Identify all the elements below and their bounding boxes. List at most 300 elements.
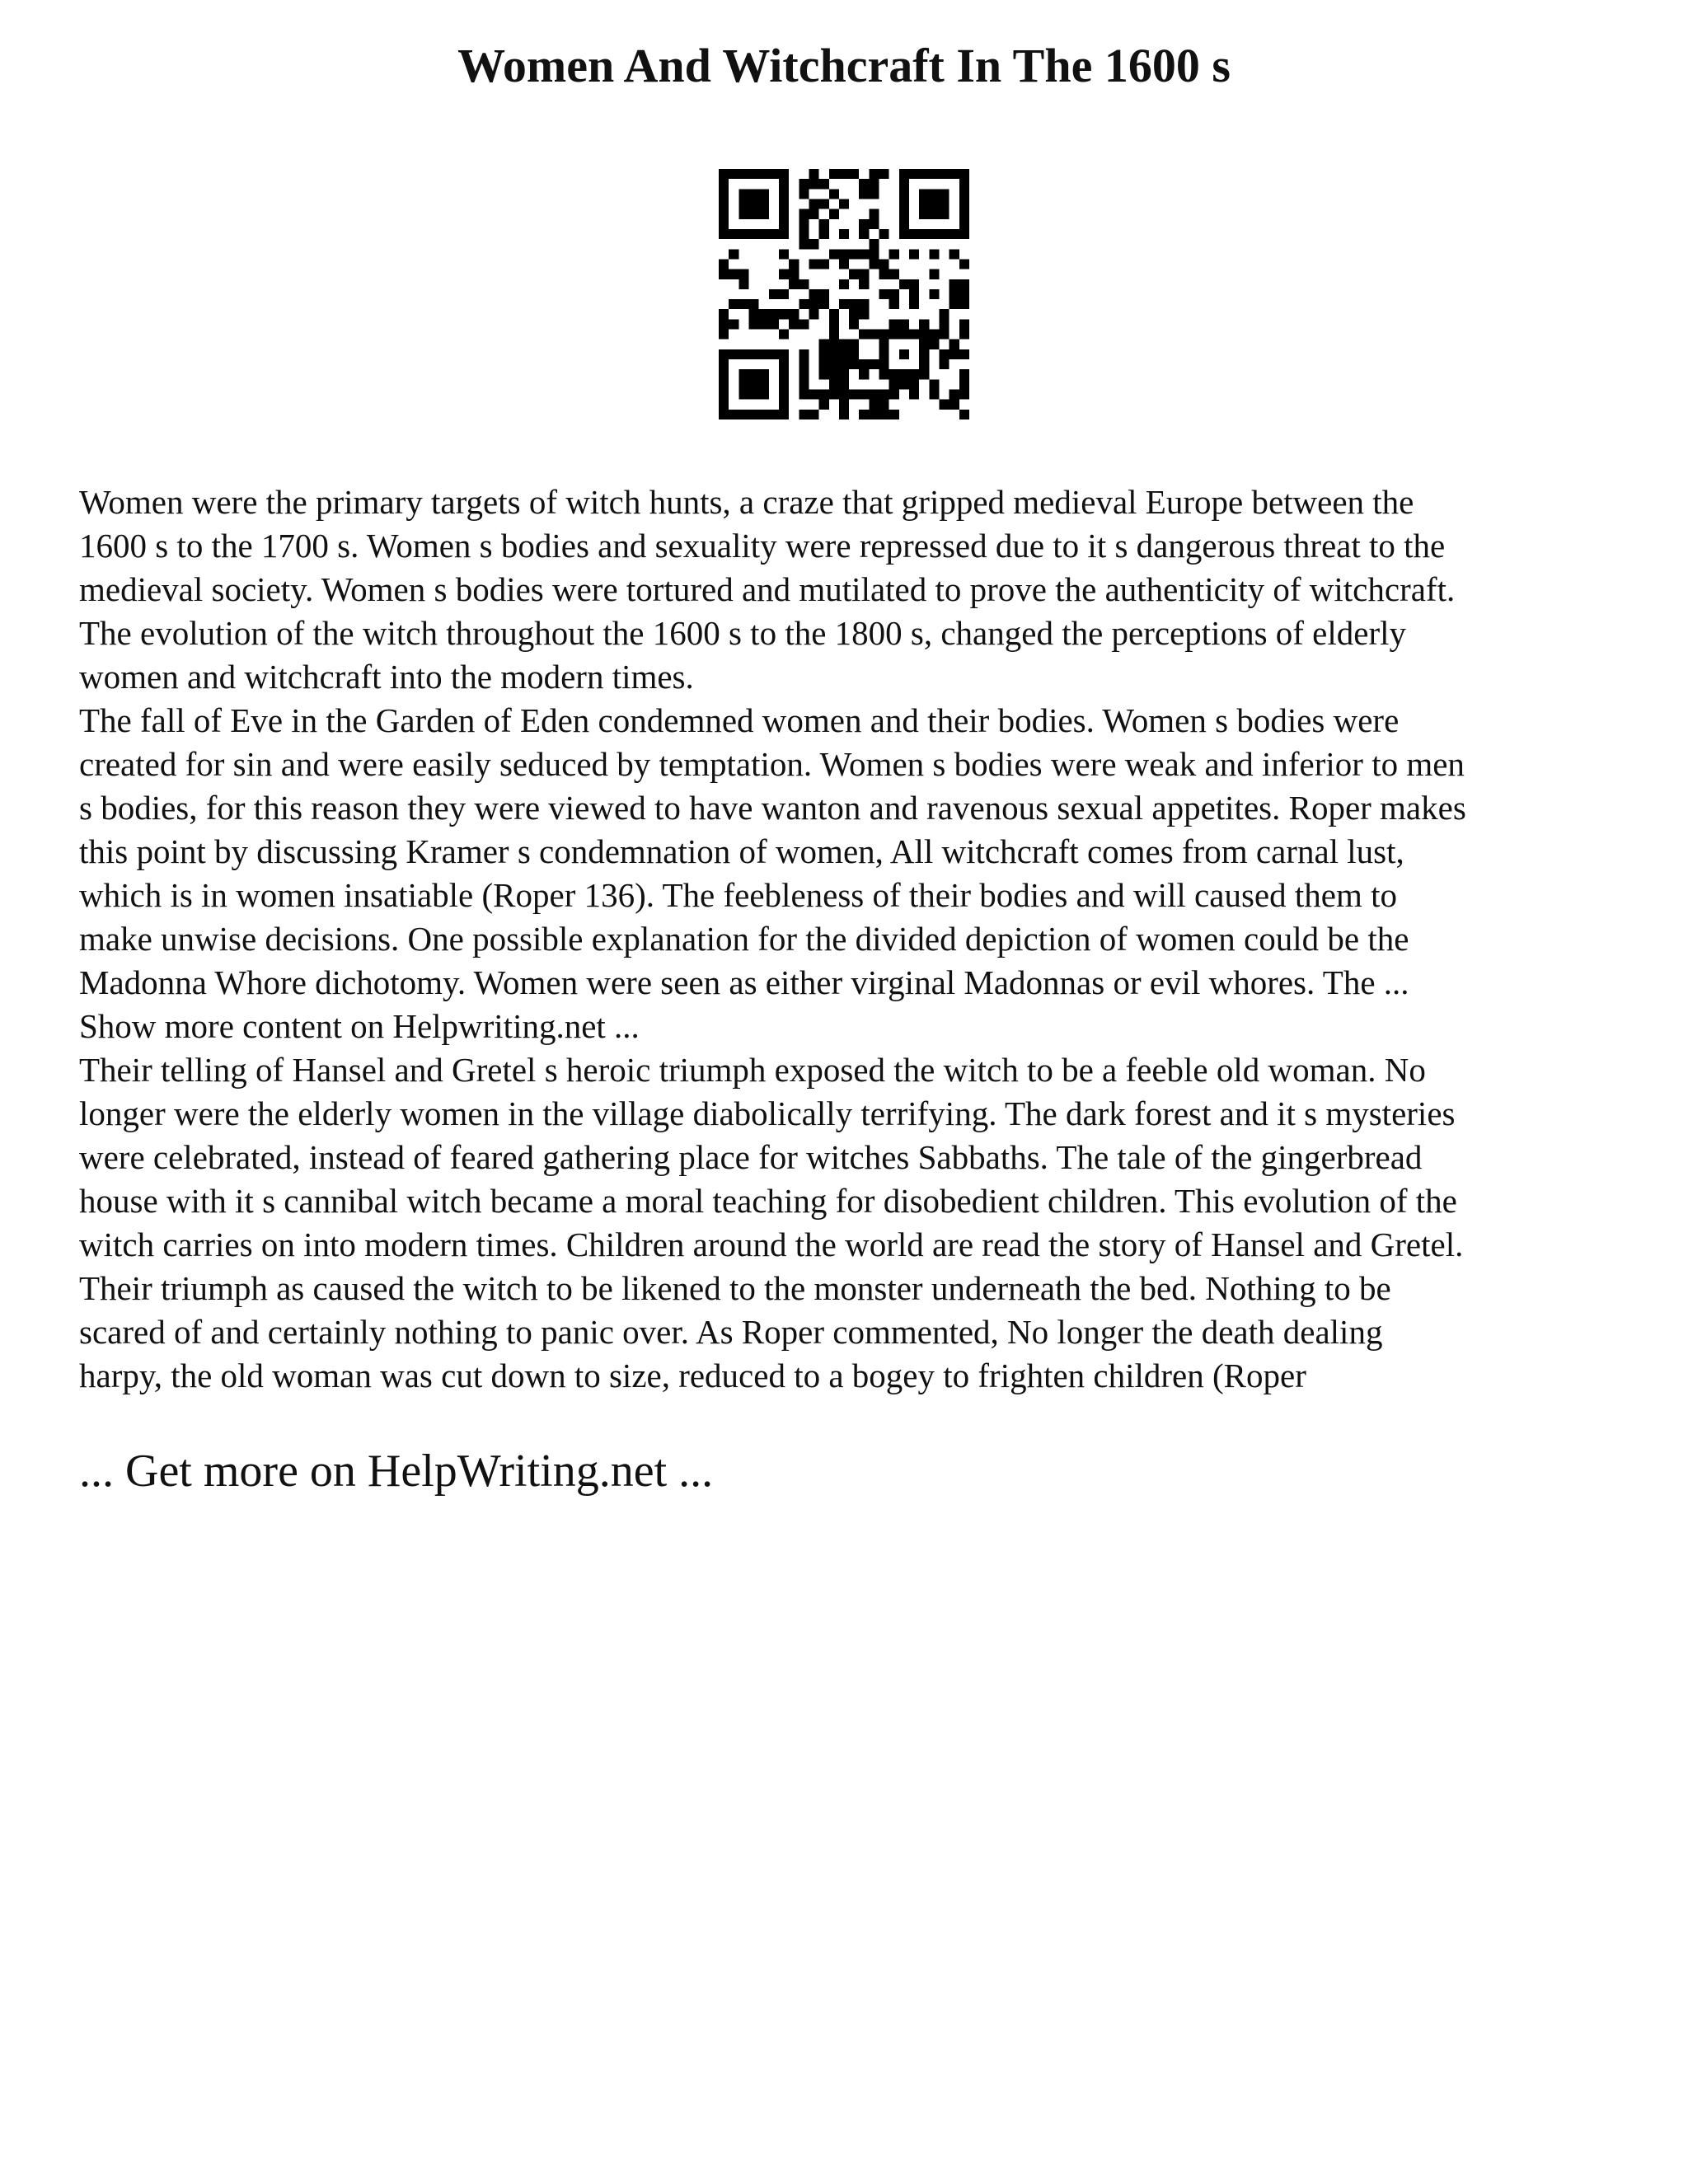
qr-module bbox=[869, 249, 879, 259]
qr-module bbox=[919, 229, 929, 239]
qr-module bbox=[959, 189, 969, 199]
qr-module bbox=[859, 390, 869, 400]
article-body bbox=[79, 480, 1629, 1398]
qr-module bbox=[829, 390, 839, 400]
qr-module bbox=[779, 369, 789, 379]
qr-module bbox=[719, 369, 729, 379]
qr-module bbox=[849, 349, 859, 359]
qr-module bbox=[899, 349, 909, 359]
qr-module bbox=[719, 199, 729, 209]
qr-module bbox=[829, 340, 839, 349]
qr-module bbox=[869, 330, 879, 340]
qr-module bbox=[729, 319, 738, 329]
qr-module bbox=[919, 189, 929, 199]
qr-module bbox=[909, 279, 919, 289]
qr-module bbox=[959, 199, 969, 209]
qr-module bbox=[759, 199, 769, 209]
qr-module bbox=[909, 330, 919, 340]
qr-module bbox=[779, 199, 789, 209]
qr-module bbox=[829, 189, 839, 199]
qr-module bbox=[829, 379, 839, 389]
qr-module bbox=[779, 219, 789, 229]
qr-module bbox=[729, 299, 738, 309]
qr-module bbox=[950, 249, 959, 259]
qr-module bbox=[839, 369, 849, 379]
qr-module bbox=[929, 249, 939, 259]
qr-module bbox=[899, 229, 909, 239]
qr-module bbox=[940, 169, 950, 179]
qr-module bbox=[779, 169, 789, 179]
qr-module bbox=[719, 309, 729, 319]
qr-module bbox=[869, 400, 879, 410]
qr-module bbox=[940, 349, 950, 359]
qr-module bbox=[819, 340, 829, 349]
qr-module bbox=[950, 390, 959, 400]
qr-module bbox=[719, 410, 729, 419]
qr-module bbox=[759, 319, 769, 329]
qr-module bbox=[839, 390, 849, 400]
qr-module bbox=[719, 179, 729, 189]
qr-module bbox=[919, 199, 929, 209]
qr-module bbox=[889, 249, 899, 259]
qr-module bbox=[719, 189, 729, 199]
qr-module bbox=[879, 289, 889, 299]
qr-module bbox=[899, 179, 909, 189]
qr-module bbox=[819, 359, 829, 369]
qr-module bbox=[738, 169, 748, 179]
qr-module bbox=[899, 169, 909, 179]
qr-module bbox=[799, 229, 809, 239]
qr-module bbox=[779, 189, 789, 199]
qr-module bbox=[859, 299, 869, 309]
qr-module bbox=[909, 249, 919, 259]
paragraph-1: Women were the primary targets of witch hunts, a craze that gripped medieval Europe between the 1600 s to the 1700 s. Women s bodies and sexuality were repressed due to it s dangerous threat to the medieval society. Women s bodies were tortured and mutilated to prove the authenticity of witchcraft. The evolution of the witch throughout the 1600 s to the 1800 s, changed the perceptions of elderly women and witchcraft into the modern times. bbox=[79, 483, 1456, 696]
qr-module bbox=[929, 169, 939, 179]
qr-module bbox=[719, 400, 729, 410]
qr-module bbox=[879, 340, 889, 349]
qr-module bbox=[869, 259, 879, 269]
qr-module bbox=[839, 199, 849, 209]
qr-module bbox=[839, 359, 849, 369]
qr-module bbox=[809, 289, 818, 299]
qr-module bbox=[779, 229, 789, 239]
qr-module bbox=[879, 259, 889, 269]
qr-code-icon bbox=[719, 169, 969, 419]
qr-module bbox=[729, 169, 738, 179]
qr-module bbox=[849, 390, 859, 400]
qr-module bbox=[919, 330, 929, 340]
qr-module bbox=[748, 199, 758, 209]
qr-module bbox=[940, 199, 950, 209]
qr-module bbox=[769, 319, 779, 329]
qr-module bbox=[959, 390, 969, 400]
qr-module bbox=[829, 169, 839, 179]
paragraph-2: The fall of Eve in the Garden of Eden condemned women and their bodies. Women s bodies were created for sin and were easily seduced by temptation. Women s bodies were weak and inferior to men s bodies, for this reason they were viewed to have wanton and ravenous sexual appetites. Roper makes this point by discussing Kramer s condemnation of women, All witchcraft comes from carnal lust, which is in women insatiable (Roper 136). The feebleness of their bodies and will caused them to make unwise decisions. One possible explanation for the divided depiction of women could be the Madonna Whore dichotomy. Women were seen as either virginal Madonnas or evil whores. The ... bbox=[79, 701, 1466, 1001]
qr-module bbox=[748, 169, 758, 179]
qr-module bbox=[940, 229, 950, 239]
qr-module bbox=[719, 269, 729, 279]
qr-module bbox=[779, 359, 789, 369]
qr-module bbox=[738, 390, 748, 400]
qr-module bbox=[748, 209, 758, 219]
qr-module bbox=[940, 330, 950, 340]
qr-module bbox=[959, 169, 969, 179]
qr-module bbox=[719, 209, 729, 219]
qr-module bbox=[919, 209, 929, 219]
qr-module bbox=[909, 229, 919, 239]
qr-module bbox=[859, 369, 869, 379]
qr-module bbox=[899, 369, 909, 379]
qr-module bbox=[829, 249, 839, 259]
qr-module bbox=[929, 379, 939, 389]
qr-module bbox=[799, 359, 809, 369]
qr-module bbox=[919, 340, 929, 349]
qr-module bbox=[748, 229, 758, 239]
qr-module bbox=[729, 410, 738, 419]
qr-module bbox=[869, 179, 879, 189]
qr-module bbox=[738, 189, 748, 199]
qr-module bbox=[809, 309, 818, 319]
qr-module bbox=[819, 289, 829, 299]
qr-module bbox=[839, 169, 849, 179]
qr-module bbox=[869, 239, 879, 249]
qr-module bbox=[839, 249, 849, 259]
qr-module bbox=[748, 189, 758, 199]
qr-module bbox=[839, 229, 849, 239]
qr-module bbox=[879, 390, 889, 400]
qr-module bbox=[959, 209, 969, 219]
qr-module bbox=[759, 410, 769, 419]
qr-module bbox=[959, 369, 969, 379]
qr-module bbox=[779, 390, 789, 400]
qr-module bbox=[789, 269, 799, 279]
qr-module bbox=[738, 209, 748, 219]
qr-module bbox=[738, 379, 748, 389]
qr-module bbox=[738, 369, 748, 379]
qr-module bbox=[738, 349, 748, 359]
qr-module bbox=[799, 369, 809, 379]
qr-module bbox=[950, 169, 959, 179]
qr-module bbox=[849, 340, 859, 349]
qr-module bbox=[759, 390, 769, 400]
qr-module bbox=[719, 219, 729, 229]
qr-module bbox=[779, 349, 789, 359]
qr-module bbox=[849, 269, 859, 279]
qr-module bbox=[839, 410, 849, 419]
qr-module bbox=[738, 299, 748, 309]
qr-module bbox=[879, 369, 889, 379]
qr-module bbox=[959, 289, 969, 299]
qr-module bbox=[959, 410, 969, 419]
qr-module bbox=[799, 279, 809, 289]
qr-module bbox=[748, 379, 758, 389]
qr-module bbox=[909, 390, 919, 400]
qr-module bbox=[859, 309, 869, 319]
qr-module bbox=[819, 349, 829, 359]
qr-module bbox=[779, 400, 789, 410]
qr-module bbox=[879, 169, 889, 179]
qr-module bbox=[869, 410, 879, 419]
qr-module bbox=[879, 410, 889, 419]
qr-module bbox=[950, 349, 959, 359]
qr-module bbox=[738, 199, 748, 209]
qr-module bbox=[809, 239, 818, 249]
qr-module bbox=[799, 299, 809, 309]
qr-module bbox=[899, 189, 909, 199]
qr-module bbox=[869, 169, 879, 179]
qr-module bbox=[839, 400, 849, 410]
qr-code bbox=[719, 169, 969, 419]
qr-module bbox=[748, 410, 758, 419]
qr-module bbox=[779, 179, 789, 189]
qr-module bbox=[879, 349, 889, 359]
qr-module bbox=[748, 299, 758, 309]
qr-module bbox=[729, 249, 738, 259]
qr-module bbox=[719, 330, 729, 340]
qr-module bbox=[799, 179, 809, 189]
qr-module bbox=[959, 179, 969, 189]
qr-module bbox=[799, 219, 809, 229]
qr-module bbox=[919, 359, 929, 369]
qr-module bbox=[899, 209, 909, 219]
qr-module bbox=[919, 369, 929, 379]
qr-module bbox=[909, 299, 919, 309]
qr-module bbox=[849, 319, 859, 329]
qr-module bbox=[889, 319, 899, 329]
qr-module bbox=[759, 349, 769, 359]
qr-module bbox=[909, 379, 919, 389]
qr-module bbox=[859, 269, 869, 279]
qr-module bbox=[889, 299, 899, 309]
qr-module bbox=[779, 269, 789, 279]
qr-module bbox=[879, 359, 889, 369]
qr-module bbox=[940, 209, 950, 219]
qr-module bbox=[759, 169, 769, 179]
qr-module bbox=[829, 330, 839, 340]
qr-module bbox=[940, 359, 950, 369]
qr-module bbox=[799, 379, 809, 389]
qr-module bbox=[759, 369, 769, 379]
qr-module bbox=[839, 340, 849, 349]
qr-module bbox=[769, 410, 779, 419]
qr-module bbox=[779, 330, 789, 340]
qr-module bbox=[738, 279, 748, 289]
qr-module bbox=[809, 299, 818, 309]
qr-module bbox=[879, 269, 889, 279]
qr-module bbox=[940, 319, 950, 329]
qr-module bbox=[919, 169, 929, 179]
qr-module bbox=[959, 229, 969, 239]
qr-module bbox=[909, 169, 919, 179]
qr-module bbox=[769, 289, 779, 299]
qr-module bbox=[719, 390, 729, 400]
qr-module bbox=[959, 279, 969, 289]
qr-module bbox=[959, 259, 969, 269]
qr-module bbox=[919, 319, 929, 329]
qr-module bbox=[929, 289, 939, 299]
qr-module bbox=[869, 209, 879, 219]
qr-module bbox=[839, 279, 849, 289]
qr-module bbox=[879, 400, 889, 410]
qr-module bbox=[929, 390, 939, 400]
qr-module bbox=[929, 229, 939, 239]
qr-module bbox=[719, 349, 729, 359]
qr-module bbox=[940, 400, 950, 410]
qr-module bbox=[959, 219, 969, 229]
qr-module bbox=[729, 269, 738, 279]
qr-module bbox=[829, 359, 839, 369]
qr-module bbox=[748, 319, 758, 329]
qr-module bbox=[899, 379, 909, 389]
qr-module bbox=[809, 199, 818, 209]
qr-module bbox=[819, 179, 829, 189]
qr-module bbox=[859, 219, 869, 229]
qr-module bbox=[719, 319, 729, 329]
qr-module bbox=[849, 169, 859, 179]
qr-module bbox=[929, 189, 939, 199]
qr-module bbox=[719, 169, 729, 179]
qr-module bbox=[959, 299, 969, 309]
show-more-link[interactable]: Show more content on Helpwriting.net ... bbox=[79, 1007, 640, 1045]
qr-module bbox=[889, 269, 899, 279]
qr-module bbox=[839, 299, 849, 309]
qr-module bbox=[779, 379, 789, 389]
qr-module bbox=[738, 229, 748, 239]
qr-module bbox=[769, 229, 779, 239]
qr-module bbox=[759, 229, 769, 239]
qr-module bbox=[819, 390, 829, 400]
qr-module bbox=[759, 379, 769, 389]
qr-module bbox=[819, 299, 829, 309]
qr-module bbox=[889, 390, 899, 400]
qr-module bbox=[829, 209, 839, 219]
qr-module bbox=[950, 279, 959, 289]
qr-module bbox=[929, 340, 939, 349]
qr-module bbox=[759, 309, 769, 319]
qr-module bbox=[748, 369, 758, 379]
qr-module bbox=[959, 330, 969, 340]
qr-module bbox=[809, 410, 818, 419]
qr-module bbox=[779, 289, 789, 299]
qr-module bbox=[859, 229, 869, 239]
qr-module bbox=[809, 179, 818, 189]
qr-module bbox=[748, 390, 758, 400]
qr-module bbox=[950, 229, 959, 239]
qr-module bbox=[889, 330, 899, 340]
qr-module bbox=[859, 249, 869, 259]
qr-module bbox=[909, 369, 919, 379]
qr-module bbox=[899, 219, 909, 229]
qr-module bbox=[799, 410, 809, 419]
qr-module bbox=[899, 330, 909, 340]
get-more-link[interactable]: ... Get more on HelpWriting.net ... bbox=[79, 1446, 714, 1497]
qr-module bbox=[799, 349, 809, 359]
qr-module bbox=[929, 199, 939, 209]
page-title: Women And Witchcraft In The 1600 s bbox=[457, 39, 1231, 92]
qr-module bbox=[929, 269, 939, 279]
qr-module bbox=[759, 209, 769, 219]
qr-module bbox=[829, 319, 839, 329]
qr-module bbox=[809, 209, 818, 219]
qr-module bbox=[849, 309, 859, 319]
qr-module bbox=[940, 309, 950, 319]
qr-module bbox=[899, 319, 909, 329]
qr-module bbox=[849, 359, 859, 369]
qr-module bbox=[859, 179, 869, 189]
qr-module bbox=[950, 289, 959, 299]
qr-module bbox=[849, 249, 859, 259]
qr-module bbox=[909, 289, 919, 299]
qr-module bbox=[879, 330, 889, 340]
qr-module bbox=[719, 359, 729, 369]
qr-module bbox=[789, 279, 799, 289]
qr-module bbox=[819, 229, 829, 239]
qr-module bbox=[738, 269, 748, 279]
qr-module bbox=[799, 239, 809, 249]
qr-module bbox=[769, 349, 779, 359]
qr-module bbox=[929, 209, 939, 219]
qr-module bbox=[819, 219, 829, 229]
qr-module bbox=[869, 219, 879, 229]
qr-module bbox=[889, 289, 899, 299]
qr-module bbox=[769, 309, 779, 319]
qr-module bbox=[889, 410, 899, 419]
qr-module bbox=[889, 379, 899, 389]
qr-module bbox=[779, 309, 789, 319]
qr-module bbox=[829, 309, 839, 319]
qr-module bbox=[799, 209, 809, 219]
qr-module bbox=[849, 299, 859, 309]
qr-module bbox=[809, 169, 818, 179]
qr-module bbox=[929, 330, 939, 340]
qr-module bbox=[839, 379, 849, 389]
qr-module bbox=[859, 189, 869, 199]
qr-module bbox=[819, 259, 829, 269]
qr-module bbox=[959, 379, 969, 389]
qr-module bbox=[950, 299, 959, 309]
qr-module bbox=[950, 340, 959, 349]
paragraph-3: Their telling of Hansel and Gretel s heroic triumph exposed the witch to be a feeble old woman. No longer were the elderly women in the village diabolically terrifying. The dark forest and it s mysteries were celebrated, instead of feared gathering place for witches Sabbaths. The tale of the gingerbread house with it s cannibal witch became a moral teaching for disobedient children. This evolution of the witch carries on into modern times. Children around the world are read the story of Hansel and Gretel. Their triumph as caused the witch to be likened to the monster underneath the bed. Nothing to be scared of and certainly nothing to panic over. As Roper commented, No longer the death dealing harpy, the old woman was cut down to size, reduced to a bogey to frighten children (Roper bbox=[79, 1051, 1464, 1394]
qr-module bbox=[719, 259, 729, 269]
qr-module bbox=[799, 390, 809, 400]
qr-module bbox=[779, 209, 789, 219]
qr-module bbox=[799, 319, 809, 329]
qr-module bbox=[829, 369, 839, 379]
qr-module bbox=[729, 229, 738, 239]
qr-module bbox=[839, 349, 849, 359]
qr-module bbox=[859, 359, 869, 369]
qr-module bbox=[769, 169, 779, 179]
qr-module bbox=[829, 349, 839, 359]
qr-module bbox=[719, 379, 729, 389]
qr-module bbox=[859, 410, 869, 419]
qr-module bbox=[899, 199, 909, 209]
qr-module bbox=[839, 259, 849, 269]
qr-module bbox=[879, 229, 889, 239]
qr-module bbox=[789, 319, 799, 329]
qr-module bbox=[748, 309, 758, 319]
qr-module bbox=[789, 259, 799, 269]
qr-module bbox=[719, 229, 729, 239]
qr-module bbox=[729, 349, 738, 359]
qr-module bbox=[940, 189, 950, 199]
qr-module bbox=[799, 189, 809, 199]
qr-module bbox=[869, 390, 879, 400]
qr-module bbox=[819, 400, 829, 410]
qr-module bbox=[809, 259, 818, 269]
qr-module bbox=[789, 309, 799, 319]
qr-module bbox=[950, 400, 959, 410]
